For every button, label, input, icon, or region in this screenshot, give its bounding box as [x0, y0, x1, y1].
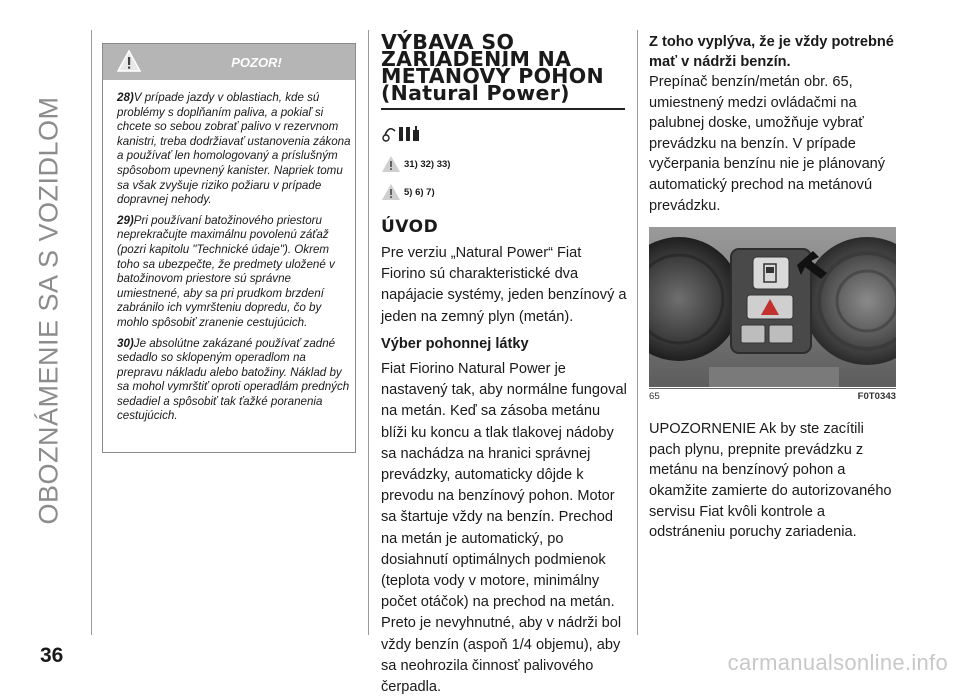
warning-title: POZOR! [231, 55, 282, 70]
warning-triangle-icon [381, 155, 401, 173]
methane-pump-icon [381, 123, 425, 145]
methane-symbol-row [381, 123, 628, 147]
fuel-selection-paragraph: Fiat Fiorino Natural Power je nastavený tak, aby normálne fungoval na metán. Keď sa zásoba metánu blíži ku koncu a tlak tlakovej nádoby sa nachádza na hranici správnej prevádzky, automaticky dôjde k prevodu na benzínový pohon. Motor sa štartuje vždy na benzín. Prechod na metán je automatický, po dosiahnutí optimálnych podmienok (teplota vody v motore, minimálny počet otáčok) na prechod na metán. Preto je nevyhnutné, aby v nádrži bol vždy benzín (aspoň 1/4 objemu), aby sa neohrozila činnosť palivového čerpadla. [381, 361, 627, 696]
figure [649, 227, 896, 402]
reference-line: 31) 32) 33) [381, 153, 628, 175]
figure-number: 65 [649, 391, 660, 403]
right-heading: Z toho vyplýva, že je vždy potrebné mať v nádrži benzín. [649, 34, 894, 70]
warning-item: 28)V prípade jazdy v oblastiach, kde sú problémy s doplňaním paliva, a pokiaľ si chcete so sebou zobrať palivo v rezervnom kanistri, treba dodržiavať ustanovenia zákona a používať len homologovaný a príslušným spôsobom upevnený kanister. Napriek tomu sa však zvyšuje riziko požiaru v prípade dopravnej nehody. [117, 91, 351, 207]
figure-caption [649, 388, 896, 402]
left-margin-rule [91, 30, 92, 635]
reference-line: 5) 6) 7) [381, 181, 628, 203]
dashboard-switch-photo [649, 227, 896, 387]
switch-paragraph: Prepínač benzín/metán obr. 65, umiestnený medzi ovládačmi na palubnej doske, umožňuje vybrať prevádzku na benzín. V prípade vyčerpania benzínu nie je plánovaný automatický prechod na metánovú prevádzku. [649, 74, 886, 214]
warning-triangle-icon [381, 183, 401, 201]
intro-paragraph: Pre verziu „Natural Power“ Fiat Fiorino sú charakteristické dva napájacie systémy, jeden benzínový a jeden na zemný plyn (metán). [381, 245, 627, 325]
page-number: 36 [40, 644, 64, 667]
warning-item: 29)Pri používaní batožinového priestoru neprekračujte maximálnu povolenú záťaž (pozri kapitolu "Technické údaje"). Okrem toho sa ubezpečte, že predmety uložené v batožinovom priestore sú správne umiestnené, aby sa pri prudkom brzdení zabránilo ich vymršteniu dopredu, čo by mohlo spôsobiť zranenie cestujúcich. [117, 213, 335, 329]
notice-paragraph: UPOZORNENIE Ak by ste zacítili pach plynu, prepnite prevádzku z metánu na benzínový pohon a okamžite zamierte do autorizovaného servisu Fiat kvôli kontrole a odstráneniu poruchy zariadenia. [649, 421, 892, 541]
column-divider [637, 30, 638, 635]
fuel-selection-heading: Výber pohonnej látky [381, 335, 529, 352]
watermark: carmanualsonline.info [727, 650, 948, 675]
column-divider [368, 30, 369, 635]
warning-item: 30)Je absolútne zakázané používať zadné sedadlo so sklopeným operadlom na prepravu nákladu alebo batožiny. Náklad by sa mohol vymrštiť oproti operadlám predných sedadiel a spôsobiť tak ťažké poranenia cestujúcich. [117, 336, 350, 423]
intro-heading: ÚVOD [381, 217, 439, 237]
side-chapter-title: OBOZNÁMENIE SA S VOZIDLOM [33, 95, 64, 525]
warning-header [103, 44, 355, 80]
section-heading: VÝBAVA SO ZARIADENÍM NA METÁNOVÝ POHON (Natural Power) [381, 34, 625, 110]
right-column [649, 33, 899, 543]
middle-column [381, 30, 628, 698]
figure-code: F0T0343 [857, 391, 896, 403]
warning-box [102, 43, 356, 453]
